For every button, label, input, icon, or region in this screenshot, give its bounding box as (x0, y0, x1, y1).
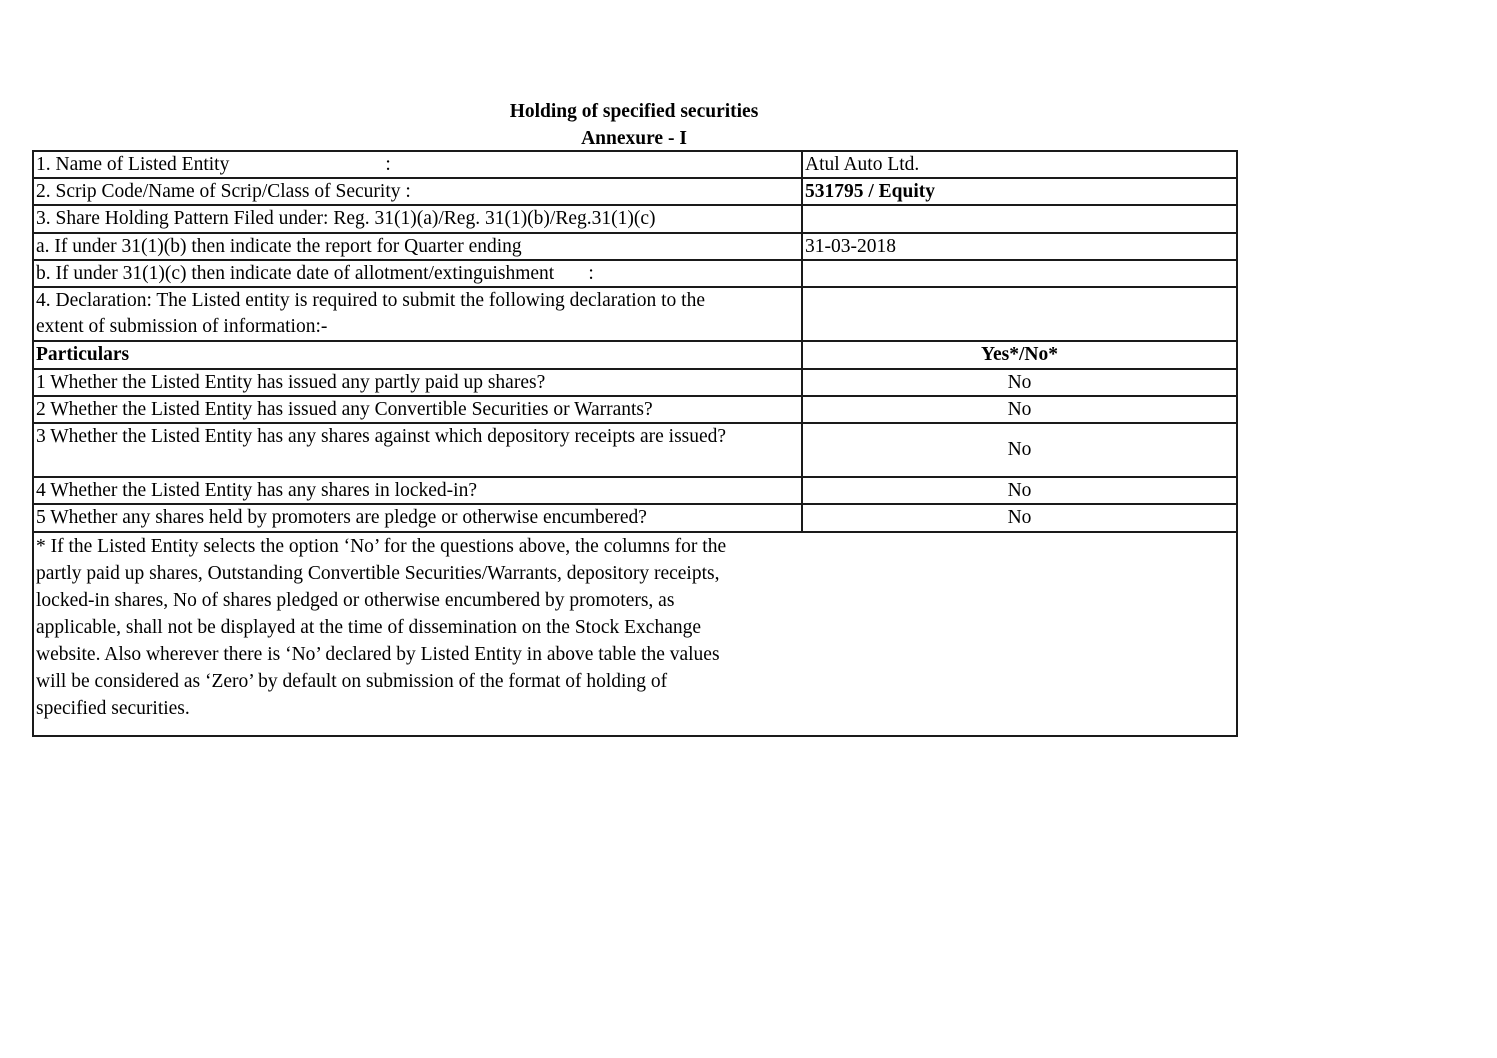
particulars-header-row (34, 342, 1236, 369)
question-row (34, 397, 1236, 424)
question-row (34, 505, 1236, 532)
info-label: 3. Share Holding Pattern Filed under: Reg. 31(1)(a)/Reg. 31(1)(b)/Reg.31(1)(c) (34, 206, 803, 231)
info-label: 2. Scrip Code/Name of Scrip/Class of Security : (34, 179, 803, 204)
info-label: b. If under 31(1)(c) then indicate date of allotment/extinguishment : (34, 261, 803, 286)
question-text: 4 Whether the Listed Entity has any shares in locked-in? (34, 478, 803, 503)
question-text: 5 Whether any shares held by promoters are pledge or otherwise encumbered? (34, 505, 803, 530)
question-row (34, 424, 1236, 478)
footnote-row (34, 533, 1236, 735)
info-label: 1. Name of Listed Entity : (34, 152, 803, 177)
footnote-line: will be considered as ‘Zero’ by default on submission of the format of holding of (36, 670, 668, 692)
question-answer: No (1007, 507, 1032, 529)
info-row-allotment-date (34, 261, 1236, 288)
footnote-line: applicable, shall not be displayed at the time of dissemination on the Stock Exchange (36, 616, 701, 638)
declaration-line: 4. Declaration: The Listed entity is required to submit the following declaration to the (36, 289, 705, 311)
info-value (803, 206, 1236, 231)
question-answer: No (1007, 398, 1032, 420)
declaration-line: extent of submission of information:- (36, 316, 328, 338)
declaration-text (34, 288, 803, 340)
holding-table (32, 150, 1238, 737)
question-text: 2 Whether the Listed Entity has issued any Convertible Securities or Warrants? (34, 397, 803, 422)
question-text: 1 Whether the Listed Entity has issued any partly paid up shares? (34, 370, 803, 395)
footnote-line: partly paid up shares, Outstanding Convertible Securities/Warrants, depository receipts, (36, 562, 720, 584)
info-row-quarter-ending (34, 234, 1236, 261)
question-answer: No (1007, 438, 1032, 460)
particulars-header: Particulars (34, 342, 803, 367)
declaration-value (803, 288, 1236, 340)
info-value (803, 261, 1236, 286)
footnote-line: website. Also wherever there is ‘No’ declared by Listed Entity in above table the values (36, 643, 720, 665)
document-subtitle: Annexure - I (581, 128, 687, 149)
footnote-line: specified securities. (36, 697, 190, 719)
info-row-entity-name (34, 152, 1236, 179)
question-answer: No (1007, 371, 1032, 393)
question-text: 3 Whether the Listed Entity has any shares against which depository receipts are issued? (34, 424, 803, 476)
footnote-line: locked-in shares, No of shares pledged or otherwise encumbered by promoters, as (36, 589, 675, 611)
info-row-scrip-code (34, 179, 1236, 206)
declaration-row (34, 288, 1236, 342)
question-row (34, 370, 1236, 397)
info-label: a. If under 31(1)(b) then indicate the report for Quarter ending (34, 234, 803, 259)
info-value: Atul Auto Ltd. (805, 154, 920, 175)
question-answer: No (1007, 480, 1032, 502)
info-row-filed-under (34, 206, 1236, 233)
yes-no-header: Yes*/No* (981, 344, 1058, 366)
info-value: 531795 / Equity (805, 181, 936, 203)
document-title: Holding of specified securities (509, 101, 759, 122)
question-row (34, 478, 1236, 505)
footnote-line: * If the Listed Entity selects the option ‘No’ for the questions above, the columns for the (36, 535, 727, 557)
footnote (34, 533, 1236, 735)
info-value: 31-03-2018 (805, 235, 896, 257)
